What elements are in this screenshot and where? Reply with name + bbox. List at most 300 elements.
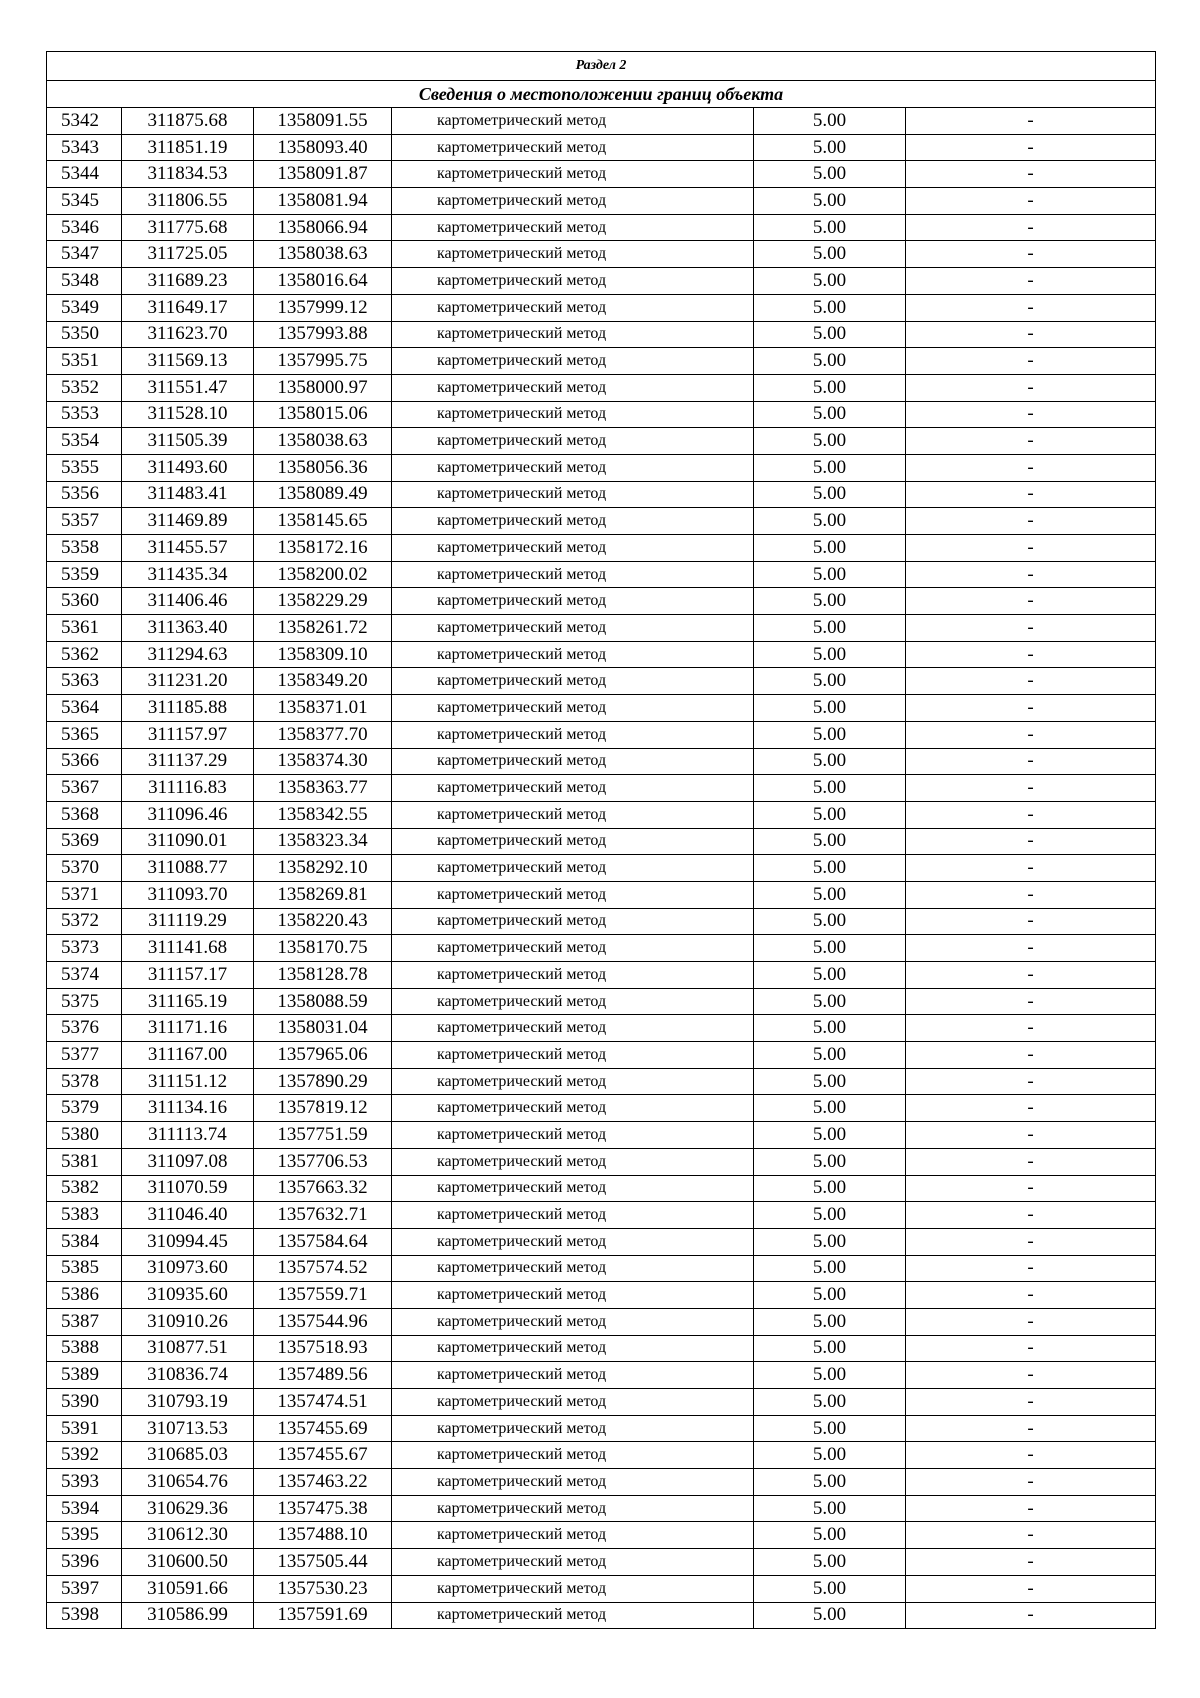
point-number-cell: 5371 [47, 881, 122, 908]
table-row [47, 1015, 1156, 1042]
accuracy-cell: 5.00 [754, 268, 906, 295]
coord-y-cell: 1358015.06 [254, 401, 392, 428]
method-cell: картометрический метод [392, 561, 754, 588]
coord-x-cell: 310994.45 [122, 1228, 254, 1255]
accuracy-cell: 5.00 [754, 748, 906, 775]
accuracy-cell: 5.00 [754, 1522, 906, 1549]
table-row [47, 481, 1156, 508]
table-row [47, 428, 1156, 455]
coord-y-cell: 1358170.75 [254, 935, 392, 962]
note-cell: - [906, 108, 1156, 135]
method-cell: картометрический метод [392, 268, 754, 295]
note-cell: - [906, 1068, 1156, 1095]
accuracy-cell: 5.00 [754, 1042, 906, 1069]
point-number-cell: 5365 [47, 721, 122, 748]
method-cell: картометрический метод [392, 1602, 754, 1629]
accuracy-cell: 5.00 [754, 1389, 906, 1416]
coord-y-cell: 1358031.04 [254, 1015, 392, 1042]
point-number-cell: 5350 [47, 321, 122, 348]
coord-x-cell: 310685.03 [122, 1442, 254, 1469]
coord-x-cell: 311493.60 [122, 454, 254, 481]
coord-y-cell: 1357475.38 [254, 1495, 392, 1522]
coord-y-cell: 1357559.71 [254, 1282, 392, 1309]
coord-y-cell: 1357706.53 [254, 1148, 392, 1175]
note-cell: - [906, 1389, 1156, 1416]
note-cell: - [906, 134, 1156, 161]
coord-y-cell: 1357574.52 [254, 1255, 392, 1282]
coord-y-cell: 1357518.93 [254, 1335, 392, 1362]
table-row [47, 962, 1156, 989]
accuracy-cell: 5.00 [754, 401, 906, 428]
table-row [47, 1415, 1156, 1442]
accuracy-cell: 5.00 [754, 508, 906, 535]
coord-x-cell: 311151.12 [122, 1068, 254, 1095]
coord-y-cell: 1358220.43 [254, 908, 392, 935]
method-cell: картометрический метод [392, 588, 754, 615]
method-cell: картометрический метод [392, 1255, 754, 1282]
table-row [47, 1282, 1156, 1309]
table-row [47, 615, 1156, 642]
point-number-cell: 5381 [47, 1148, 122, 1175]
table-row [47, 161, 1156, 188]
point-number-cell: 5389 [47, 1362, 122, 1389]
coord-y-cell: 1357474.51 [254, 1389, 392, 1416]
table-row [47, 1389, 1156, 1416]
note-cell: - [906, 508, 1156, 535]
method-cell: картометрический метод [392, 161, 754, 188]
method-cell: картометрический метод [392, 1522, 754, 1549]
point-number-cell: 5355 [47, 454, 122, 481]
note-cell: - [906, 695, 1156, 722]
point-number-cell: 5360 [47, 588, 122, 615]
point-number-cell: 5384 [47, 1228, 122, 1255]
point-number-cell: 5391 [47, 1415, 122, 1442]
note-cell: - [906, 481, 1156, 508]
coord-x-cell: 311551.47 [122, 374, 254, 401]
accuracy-cell: 5.00 [754, 134, 906, 161]
coord-y-cell: 1358016.64 [254, 268, 392, 295]
table-row [47, 1335, 1156, 1362]
coord-x-cell: 311363.40 [122, 615, 254, 642]
note-cell: - [906, 935, 1156, 962]
coord-y-cell: 1358261.72 [254, 615, 392, 642]
coord-x-cell: 311090.01 [122, 828, 254, 855]
note-cell: - [906, 561, 1156, 588]
point-number-cell: 5363 [47, 668, 122, 695]
point-number-cell: 5368 [47, 801, 122, 828]
method-cell: картометрический метод [392, 935, 754, 962]
note-cell: - [906, 1575, 1156, 1602]
point-number-cell: 5380 [47, 1122, 122, 1149]
note-cell: - [906, 1308, 1156, 1335]
coord-x-cell: 310629.36 [122, 1495, 254, 1522]
coord-y-cell: 1357995.75 [254, 348, 392, 375]
method-cell: картометрический метод [392, 855, 754, 882]
point-number-cell: 5395 [47, 1522, 122, 1549]
coord-x-cell: 311167.00 [122, 1042, 254, 1069]
note-cell: - [906, 268, 1156, 295]
note-cell: - [906, 881, 1156, 908]
note-cell: - [906, 1415, 1156, 1442]
accuracy-cell: 5.00 [754, 1308, 906, 1335]
table-row [47, 881, 1156, 908]
method-cell: картометрический метод [392, 1308, 754, 1335]
coord-y-cell: 1358066.94 [254, 214, 392, 241]
point-number-cell: 5390 [47, 1389, 122, 1416]
point-number-cell: 5362 [47, 641, 122, 668]
note-cell: - [906, 855, 1156, 882]
table-row [47, 828, 1156, 855]
note-cell: - [906, 1228, 1156, 1255]
note-cell: - [906, 1442, 1156, 1469]
accuracy-cell: 5.00 [754, 828, 906, 855]
table-row [47, 374, 1156, 401]
accuracy-cell: 5.00 [754, 321, 906, 348]
note-cell: - [906, 1255, 1156, 1282]
method-cell: картометрический метод [392, 1442, 754, 1469]
coord-x-cell: 310910.26 [122, 1308, 254, 1335]
point-number-cell: 5378 [47, 1068, 122, 1095]
accuracy-cell: 5.00 [754, 935, 906, 962]
coord-y-cell: 1357591.69 [254, 1602, 392, 1629]
coord-x-cell: 311806.55 [122, 188, 254, 215]
note-cell: - [906, 588, 1156, 615]
method-cell: картометрический метод [392, 1469, 754, 1496]
method-cell: картометрический метод [392, 1122, 754, 1149]
table-row [47, 1469, 1156, 1496]
table-row [47, 454, 1156, 481]
point-number-cell: 5377 [47, 1042, 122, 1069]
accuracy-cell: 5.00 [754, 188, 906, 215]
method-cell: картометрический метод [392, 1495, 754, 1522]
point-number-cell: 5393 [47, 1469, 122, 1496]
note-cell: - [906, 615, 1156, 642]
accuracy-cell: 5.00 [754, 908, 906, 935]
coord-y-cell: 1357488.10 [254, 1522, 392, 1549]
table-row [47, 1549, 1156, 1576]
note-cell: - [906, 1362, 1156, 1389]
coord-x-cell: 311689.23 [122, 268, 254, 295]
note-cell: - [906, 801, 1156, 828]
accuracy-cell: 5.00 [754, 241, 906, 268]
accuracy-cell: 5.00 [754, 775, 906, 802]
note-cell: - [906, 1282, 1156, 1309]
accuracy-cell: 5.00 [754, 428, 906, 455]
method-cell: картометрический метод [392, 1415, 754, 1442]
note-cell: - [906, 1042, 1156, 1069]
coord-y-cell: 1358000.97 [254, 374, 392, 401]
note-cell: - [906, 1602, 1156, 1629]
accuracy-cell: 5.00 [754, 1495, 906, 1522]
note-cell: - [906, 748, 1156, 775]
note-cell: - [906, 908, 1156, 935]
note-cell: - [906, 401, 1156, 428]
table-row [47, 588, 1156, 615]
coord-x-cell: 311834.53 [122, 161, 254, 188]
method-cell: картометрический метод [392, 1068, 754, 1095]
table-row [47, 1175, 1156, 1202]
note-cell: - [906, 962, 1156, 989]
coord-y-cell: 1357751.59 [254, 1122, 392, 1149]
method-cell: картометрический метод [392, 962, 754, 989]
note-cell: - [906, 721, 1156, 748]
point-number-cell: 5382 [47, 1175, 122, 1202]
table-row [47, 1228, 1156, 1255]
coord-x-cell: 310793.19 [122, 1389, 254, 1416]
section-header-row [47, 52, 1156, 81]
point-number-cell: 5383 [47, 1202, 122, 1229]
point-number-cell: 5349 [47, 294, 122, 321]
coord-x-cell: 310935.60 [122, 1282, 254, 1309]
table-title: Сведения о местоположении границ объекта [47, 81, 1156, 108]
method-cell: картометрический метод [392, 454, 754, 481]
note-cell: - [906, 1095, 1156, 1122]
method-cell: картометрический метод [392, 668, 754, 695]
note-cell: - [906, 1175, 1156, 1202]
note-cell: - [906, 775, 1156, 802]
note-cell: - [906, 1522, 1156, 1549]
table-row [47, 935, 1156, 962]
table-row [47, 1495, 1156, 1522]
point-number-cell: 5394 [47, 1495, 122, 1522]
coord-x-cell: 310713.53 [122, 1415, 254, 1442]
method-cell: картометрический метод [392, 535, 754, 562]
accuracy-cell: 5.00 [754, 348, 906, 375]
coord-y-cell: 1357965.06 [254, 1042, 392, 1069]
accuracy-cell: 5.00 [754, 1469, 906, 1496]
method-cell: картометрический метод [392, 108, 754, 135]
note-cell: - [906, 1469, 1156, 1496]
coord-y-cell: 1357463.22 [254, 1469, 392, 1496]
coord-y-cell: 1357819.12 [254, 1095, 392, 1122]
accuracy-cell: 5.00 [754, 1095, 906, 1122]
coord-y-cell: 1358371.01 [254, 695, 392, 722]
note-cell: - [906, 454, 1156, 481]
point-number-cell: 5358 [47, 535, 122, 562]
table-row [47, 1255, 1156, 1282]
table-row [47, 1095, 1156, 1122]
accuracy-cell: 5.00 [754, 1362, 906, 1389]
coord-y-cell: 1358377.70 [254, 721, 392, 748]
table-row [47, 321, 1156, 348]
accuracy-cell: 5.00 [754, 695, 906, 722]
point-number-cell: 5379 [47, 1095, 122, 1122]
coord-x-cell: 311116.83 [122, 775, 254, 802]
method-cell: картометрический метод [392, 374, 754, 401]
table-row [47, 695, 1156, 722]
note-cell: - [906, 188, 1156, 215]
table-row [47, 855, 1156, 882]
table-row [47, 1575, 1156, 1602]
point-number-cell: 5366 [47, 748, 122, 775]
accuracy-cell: 5.00 [754, 721, 906, 748]
accuracy-cell: 5.00 [754, 1602, 906, 1629]
accuracy-cell: 5.00 [754, 1122, 906, 1149]
coord-y-cell: 1358172.16 [254, 535, 392, 562]
method-cell: картометрический метод [392, 1175, 754, 1202]
table-row [47, 721, 1156, 748]
accuracy-cell: 5.00 [754, 481, 906, 508]
method-cell: картометрический метод [392, 188, 754, 215]
coord-y-cell: 1358374.30 [254, 748, 392, 775]
table-row [47, 214, 1156, 241]
accuracy-cell: 5.00 [754, 454, 906, 481]
note-cell: - [906, 161, 1156, 188]
coord-x-cell: 311725.05 [122, 241, 254, 268]
coord-x-cell: 311157.97 [122, 721, 254, 748]
coord-y-cell: 1358091.87 [254, 161, 392, 188]
table-row [47, 1202, 1156, 1229]
coord-y-cell: 1357530.23 [254, 1575, 392, 1602]
note-cell: - [906, 1335, 1156, 1362]
accuracy-cell: 5.00 [754, 855, 906, 882]
coord-y-cell: 1357489.56 [254, 1362, 392, 1389]
coord-x-cell: 311097.08 [122, 1148, 254, 1175]
coord-x-cell: 311157.17 [122, 962, 254, 989]
accuracy-cell: 5.00 [754, 881, 906, 908]
point-number-cell: 5357 [47, 508, 122, 535]
accuracy-cell: 5.00 [754, 535, 906, 562]
note-cell: - [906, 214, 1156, 241]
accuracy-cell: 5.00 [754, 962, 906, 989]
method-cell: картометрический метод [392, 241, 754, 268]
coord-x-cell: 311165.19 [122, 988, 254, 1015]
table-row [47, 108, 1156, 135]
coord-y-cell: 1358292.10 [254, 855, 392, 882]
note-cell: - [906, 294, 1156, 321]
table-row [47, 1522, 1156, 1549]
accuracy-cell: 5.00 [754, 561, 906, 588]
point-number-cell: 5347 [47, 241, 122, 268]
coord-y-cell: 1358091.55 [254, 108, 392, 135]
note-cell: - [906, 348, 1156, 375]
note-cell: - [906, 988, 1156, 1015]
note-cell: - [906, 1148, 1156, 1175]
table-row [47, 294, 1156, 321]
accuracy-cell: 5.00 [754, 988, 906, 1015]
table-row [47, 1042, 1156, 1069]
table-row [47, 508, 1156, 535]
method-cell: картометрический метод [392, 615, 754, 642]
method-cell: картометрический метод [392, 1282, 754, 1309]
note-cell: - [906, 828, 1156, 855]
method-cell: картометрический метод [392, 1095, 754, 1122]
method-cell: картометрический метод [392, 1042, 754, 1069]
table-row [47, 268, 1156, 295]
method-cell: картометрический метод [392, 1015, 754, 1042]
note-cell: - [906, 1122, 1156, 1149]
method-cell: картометрический метод [392, 1389, 754, 1416]
coord-y-cell: 1357632.71 [254, 1202, 392, 1229]
table-row [47, 1602, 1156, 1629]
table-row [47, 401, 1156, 428]
coord-y-cell: 1358309.10 [254, 641, 392, 668]
coord-y-cell: 1358128.78 [254, 962, 392, 989]
note-cell: - [906, 321, 1156, 348]
coord-x-cell: 311294.63 [122, 641, 254, 668]
coord-x-cell: 311435.34 [122, 561, 254, 588]
point-number-cell: 5388 [47, 1335, 122, 1362]
point-number-cell: 5374 [47, 962, 122, 989]
method-cell: картометрический метод [392, 401, 754, 428]
title-header-row [47, 81, 1156, 108]
coord-y-cell: 1358342.55 [254, 801, 392, 828]
point-number-cell: 5396 [47, 1549, 122, 1576]
coord-x-cell: 310586.99 [122, 1602, 254, 1629]
coord-y-cell: 1358038.63 [254, 428, 392, 455]
accuracy-cell: 5.00 [754, 641, 906, 668]
method-cell: картометрический метод [392, 481, 754, 508]
table-row [47, 668, 1156, 695]
point-number-cell: 5397 [47, 1575, 122, 1602]
table-row [47, 1442, 1156, 1469]
coord-x-cell: 311569.13 [122, 348, 254, 375]
method-cell: картометрический метод [392, 428, 754, 455]
table-row [47, 641, 1156, 668]
coord-x-cell: 311171.16 [122, 1015, 254, 1042]
method-cell: картометрический метод [392, 1148, 754, 1175]
coord-y-cell: 1358056.36 [254, 454, 392, 481]
coord-x-cell: 311649.17 [122, 294, 254, 321]
note-cell: - [906, 1549, 1156, 1576]
note-cell: - [906, 241, 1156, 268]
coord-x-cell: 311088.77 [122, 855, 254, 882]
coord-y-cell: 1357890.29 [254, 1068, 392, 1095]
table-row [47, 1148, 1156, 1175]
table-row [47, 988, 1156, 1015]
coord-x-cell: 311483.41 [122, 481, 254, 508]
point-number-cell: 5359 [47, 561, 122, 588]
coord-x-cell: 311469.89 [122, 508, 254, 535]
method-cell: картометрический метод [392, 508, 754, 535]
coord-x-cell: 311070.59 [122, 1175, 254, 1202]
coord-x-cell: 310973.60 [122, 1255, 254, 1282]
table-row [47, 908, 1156, 935]
coord-x-cell: 311851.19 [122, 134, 254, 161]
table-row [47, 535, 1156, 562]
coord-y-cell: 1358088.59 [254, 988, 392, 1015]
coord-x-cell: 311775.68 [122, 214, 254, 241]
accuracy-cell: 5.00 [754, 1228, 906, 1255]
coord-y-cell: 1357993.88 [254, 321, 392, 348]
method-cell: картометрический метод [392, 134, 754, 161]
accuracy-cell: 5.00 [754, 214, 906, 241]
coord-x-cell: 310654.76 [122, 1469, 254, 1496]
method-cell: картометрический метод [392, 321, 754, 348]
point-number-cell: 5342 [47, 108, 122, 135]
coord-x-cell: 311455.57 [122, 535, 254, 562]
method-cell: картометрический метод [392, 801, 754, 828]
table-row [47, 561, 1156, 588]
note-cell: - [906, 1495, 1156, 1522]
table-row [47, 134, 1156, 161]
accuracy-cell: 5.00 [754, 1549, 906, 1576]
table-row [47, 1308, 1156, 1335]
point-number-cell: 5353 [47, 401, 122, 428]
point-number-cell: 5387 [47, 1308, 122, 1335]
point-number-cell: 5348 [47, 268, 122, 295]
method-cell: картометрический метод [392, 1335, 754, 1362]
coord-y-cell: 1357584.64 [254, 1228, 392, 1255]
coord-x-cell: 311137.29 [122, 748, 254, 775]
coord-x-cell: 311528.10 [122, 401, 254, 428]
coord-x-cell: 310877.51 [122, 1335, 254, 1362]
coord-y-cell: 1358200.02 [254, 561, 392, 588]
coord-x-cell: 311875.68 [122, 108, 254, 135]
coord-x-cell: 311113.74 [122, 1122, 254, 1149]
note-cell: - [906, 374, 1156, 401]
method-cell: картометрический метод [392, 348, 754, 375]
